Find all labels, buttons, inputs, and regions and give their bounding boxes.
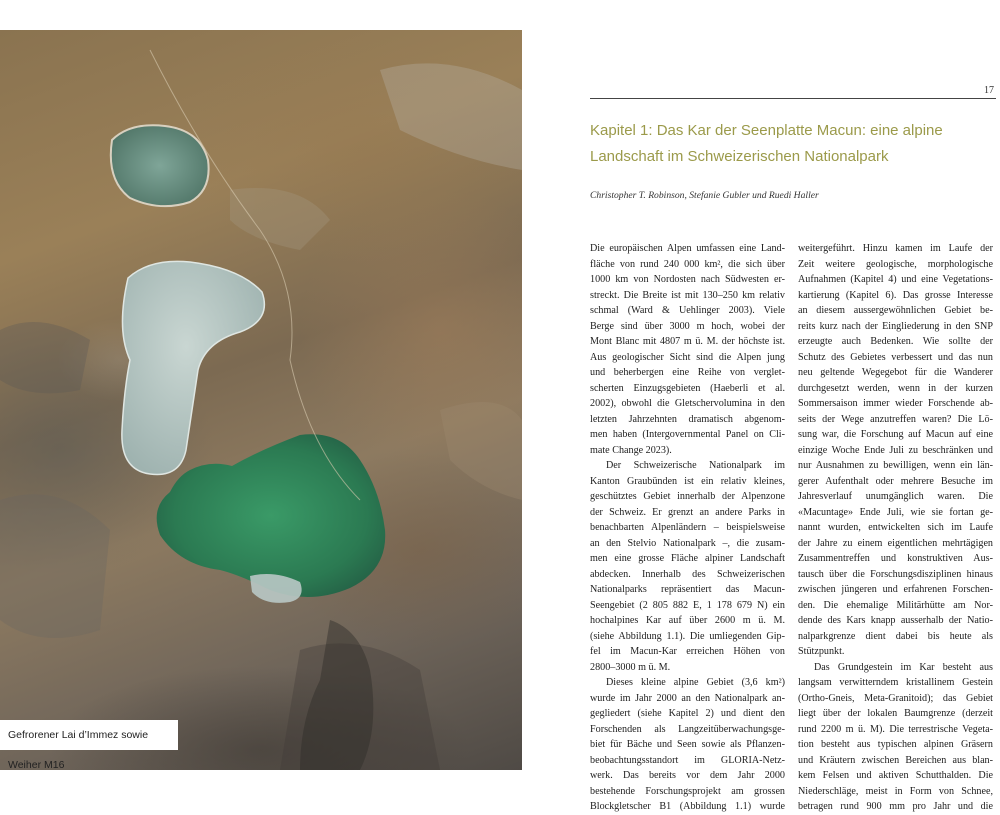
body-line: men eine grosse Fläche alpiner Landschaft (590, 553, 785, 564)
chapter-title (590, 118, 990, 170)
header-rule (590, 98, 996, 99)
page-number: 17 (984, 85, 994, 96)
body-line: Zusammentreffen und konstruktiven Aus- (798, 553, 993, 564)
body-line: streckt. Die Breite ist mit 130–250 km relativ (590, 289, 785, 301)
body-line: langsam verwitterndem kristallinem Gestein (798, 677, 993, 688)
body-line: Aufnahmen (Kapitel 4) und eine Vegetations- (798, 274, 993, 285)
body-line: biet für Bäche und Seen sowie als Pflanzen- (590, 739, 785, 750)
body-line: Der Schweizerische Nationalpark im (606, 460, 785, 471)
body-line: sung war, die Forschung auf Macun auf eine (798, 429, 993, 440)
body-line: Mont Blanc mit 4807 m ü. M. der höchste ist. (590, 336, 785, 347)
body-line: Aus geologischer Sicht sind die Alpen jung (590, 351, 785, 363)
body-line: Nationalparks repräsentiert das Macun- (590, 584, 785, 595)
body-line: werk. Das bereits vor dem Jahr 2000 (590, 770, 785, 781)
body-line: dende des Kars knapp ausserhalb der Natio- (798, 615, 993, 626)
body-line: gerer Aufenthalt oder mehrere Besuche im (798, 475, 993, 487)
body-line: 1000 km von Nordosten nach Südwesten er- (590, 274, 785, 285)
body-line: 2002), obwohl die Gletschervolumina in den (590, 398, 785, 409)
body-line: Stützpunkt. (798, 646, 845, 657)
body-line: erzeugte auch Bedenken. Wie sollte der (798, 336, 993, 347)
body-line: weitergeführt. Hinzu kamen im Laufe der (798, 243, 993, 254)
body-line: der Jahre zu einem eigentlichen mehrtägigen (798, 537, 993, 549)
text-column-left (590, 241, 785, 815)
body-line: mate Change 2023). (590, 444, 672, 456)
body-line: nannt wurden, entwickelten sich im Laufe (798, 522, 993, 533)
body-line: neu geltende Wegegebot für die Wanderer (798, 367, 993, 378)
body-line: Schutz des Gebietes verbessert und das nun (798, 351, 993, 363)
body-line: Sommersaison immer wieder Forschende ab- (798, 398, 993, 409)
body-line: und Kräutern zwischen Bereichen aus blan- (798, 754, 993, 766)
photo-caption: Gefrorener Lai d’Immez sowie Weiher M16 (0, 720, 178, 750)
body-line: tion besteht aus typischen alpinen Gräsern (798, 739, 993, 750)
body-line: men haben (Intergovernmental Panel on Cli- (590, 429, 785, 440)
body-line: Blockgletscher B1 (Abbildung 1.1) wurde (590, 801, 785, 812)
body-line: letzten Jahrzehnten dramatisch abgenom- (590, 413, 785, 425)
body-line: fläche von rund 240 000 km², die sich über (590, 258, 785, 270)
chapter-title-line: Kapitel 1: Das Kar der Seenplatte Macun: eine alpine (590, 122, 943, 139)
rock-texture (0, 63, 522, 770)
authors: Christopher T. Robinson, Stefanie Gubler und Ruedi Haller (590, 190, 819, 201)
body-line: Das Grundgestein im Kar besteht aus (814, 661, 993, 673)
body-line: kartierung (Kapitel 6). Das grosse Interesse (798, 289, 993, 301)
body-line: Berge sind über 3000 m hoch, wobei der (590, 320, 785, 332)
body-line: Kanton Graubünden ist ein relativ kleines, (590, 475, 785, 487)
body-line: benachbarten Alpenländern – beispielsweise (590, 522, 785, 533)
body-line: (Ortho-Gneis, Meta-Granitoid); das Gebiet (798, 692, 993, 704)
body-line: fel im Macun-Kar erreichen Höhen von (590, 646, 785, 657)
body-line: betragen rund 900 mm pro Jahr und die (798, 801, 993, 812)
body-line: (siehe Abbildung 1.1). Die umliegenden Gip- (590, 630, 785, 642)
body-line: scherten Einzugsgebieten (Haeberli et al. (590, 382, 785, 394)
body-line: Die europäischen Alpen umfassen eine Land- (590, 243, 785, 254)
aerial-photo-drawing (0, 30, 522, 770)
body-line: 2800–3000 m ü. M. (590, 661, 671, 673)
body-line: nalparkgrenze dient dabei bis heute als (798, 630, 993, 642)
body-line: schmal (Ward & Uehlinger 2003). Viele (590, 305, 785, 316)
body-line: an diesem aussergewöhnlichen Gebiet be- (798, 305, 993, 316)
body-line: Zeit weitere geologische, morphologische (798, 258, 993, 270)
body-line: liegt über der lokalen Baumgrenze (derzeit (798, 708, 993, 719)
body-line: reits kurz nach der Eingliederung in den SNP (798, 320, 993, 332)
body-line: «Macuntage» Ende Juli, wie sie fortan ge- (798, 506, 993, 518)
pond-top (111, 125, 209, 206)
body-line: der Schweiz. Er grenzt an andere Parks in (590, 506, 785, 518)
body-line: Forschenden als Langzeitüberwachungsge- (590, 723, 785, 735)
body-line: geschütztes Gebiet innerhalb der Alpenzone (590, 491, 785, 502)
frozen-lake (122, 261, 265, 474)
body-line: Dieses kleine alpine Gebiet (3,6 km²) (606, 677, 785, 688)
body-line: den. Die ehemalige Militärhütte am Nor- (798, 599, 993, 611)
body-line: und beherbergen eine Reihe von verglet- (590, 367, 785, 378)
body-line: bestehende Forschungsprojekt am grossen (590, 785, 785, 797)
body-line: durchgesetzt werden, wenn in der kurzen (798, 382, 993, 394)
body-line: nur Ausnahmen zu bewilligen, wenn ein län- (798, 460, 993, 471)
body-line: wurde im Jahr 2000 an den Nationalpark an- (590, 692, 785, 704)
body-line: abdecken. Innerhalb des Schweizerischen (590, 568, 785, 580)
body-line: an den Stelvio Nationalpark –, die zusam- (590, 537, 785, 549)
body-line: Seengebiet (2 805 882 E, 1 178 679 N) ein (590, 599, 785, 611)
body-line: hochalpines Kar auf über 2600 m ü. M. (590, 615, 785, 626)
green-lake (157, 434, 386, 597)
body-line: einzige Woche Ende Juli zu beschränken und (798, 444, 993, 456)
text-column-right (798, 241, 993, 815)
aerial-photo (0, 30, 522, 770)
body-line: kem Felsen und aktiven Schutthalden. Die (798, 770, 993, 781)
body-line: rund 2200 m ü. M). Die terrestrische Vegeta- (798, 723, 993, 735)
body-line: gegliedert (siehe Kapitel 2) und dient den (590, 708, 785, 719)
chapter-title-line: Landschaft im Schweizerischen Nationalpark (590, 148, 889, 165)
body-line: seits der Wege anzutreffen waren? Die Lö- (798, 413, 993, 425)
body-line: tausch über die Forschungsdisziplinen hinaus (798, 568, 993, 580)
body-line: zwischen jüngeren und erfahrenen Forschen- (798, 584, 993, 595)
body-line: Niederschläge, meist in Form von Schnee, (798, 785, 993, 797)
body-line: Jahresverlauf unumgänglich waren. Die (798, 491, 993, 502)
body-line: beobachtungsstandort im GLORIA-Netz- (590, 754, 785, 766)
